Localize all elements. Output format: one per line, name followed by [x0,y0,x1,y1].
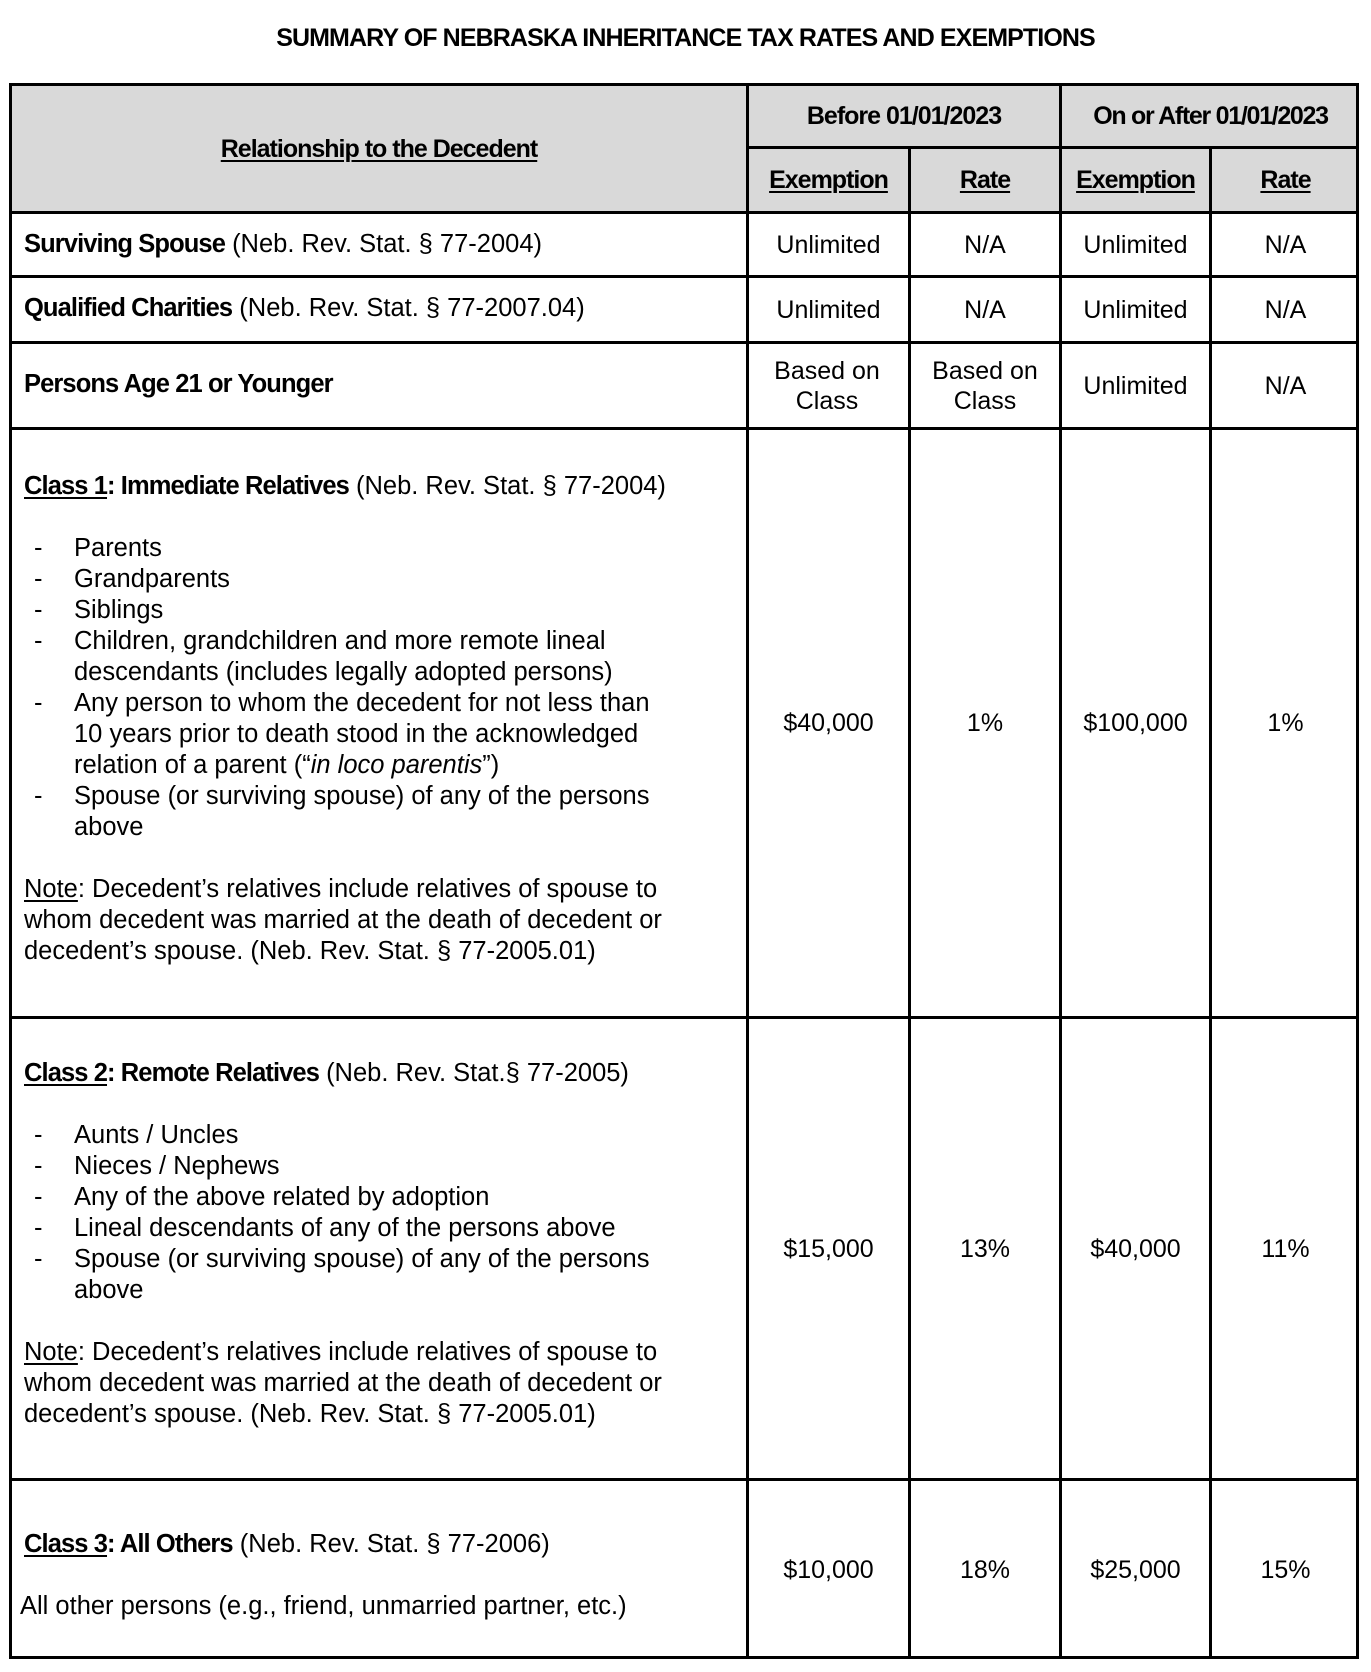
list-item-text: Any person to whom the decedent for not less than 10 years prior to death stood in the acknowledged relation of a parent (“ [74,689,650,779]
header-after-exemption [1062,149,1209,211]
class-name: : Immediate Relatives [107,472,349,500]
relative-list [24,533,739,843]
header-exemption-label: Exemption [1076,166,1195,194]
after-rate-value: N/A [1264,295,1307,324]
class-name: : All Others [107,1530,233,1558]
before-exemption-value: $15,000 [783,1234,874,1263]
after-exemption-value: Unlimited [1083,371,1188,400]
statute-reference: (Neb. Rev. Stat. § 77-2004) [224,230,543,258]
header-exemption-label: Exemption [769,166,888,194]
header-before-exemption [749,149,908,211]
before-rate-value: 1% [966,709,1004,737]
relationship-name: Surviving Spouse [24,230,225,258]
row-class-3-label [20,1529,739,1622]
after-exemption-value: Unlimited [1083,230,1188,259]
list-item-text: Spouse (or surviving spouse) of any of the persons above [74,782,650,841]
before-exemption-value: Based on Class [774,356,880,415]
dash-bullet: - [34,565,43,593]
relative-list [24,1120,739,1306]
note-text: : Decedent’s relatives include relatives of spouse to whom decedent was married at the death of decedent or decedent’s spouse. (Neb. Rev. Stat. § 77-2005.01) [24,875,662,965]
after-exemption-value: $100,000 [1083,709,1188,737]
dash-bullet: - [34,782,43,810]
header-after-period [1062,86,1359,146]
row-qualified-charities-label [24,293,739,324]
list-item-text: Lineal descendants of any of the persons above [74,1214,616,1242]
before-exemption-value: Unlimited [776,295,881,324]
header-before-label: Before 01/01/2023 [806,102,1002,130]
list-item [24,781,739,843]
after-rate-value: N/A [1264,230,1307,259]
list-item [24,1151,739,1182]
before-rate-value: 18% [959,1556,1011,1584]
before-exemption-value: $40,000 [783,709,874,737]
dash-bullet: - [34,1152,43,1180]
list-item [24,1244,739,1306]
dash-bullet: - [34,1245,43,1273]
after-rate-value: 15% [1260,1556,1311,1584]
list-item-text-suffix: ”) [482,751,500,779]
list-item [24,1182,739,1213]
before-exemption-value: Unlimited [776,230,881,259]
before-exemption-value: $10,000 [783,1556,874,1584]
statute-reference: (Neb. Rev. Stat. § 77-2006) [232,1530,550,1558]
note [24,874,739,967]
note-label: Note [24,1338,78,1366]
list-item-text: Aunts / Uncles [74,1121,239,1149]
note-text: : Decedent’s relatives include relatives of spouse to whom decedent was married at the death of decedent or decedent’s spouse. (Neb. Rev. Stat. § 77-2005.01) [24,1338,662,1428]
list-item-text: Any of the above related by adoption [74,1183,490,1211]
list-item [24,626,739,688]
class-label: Class 3 [24,1530,108,1558]
dash-bullet: - [34,1214,43,1242]
after-exemption-value: $25,000 [1090,1556,1181,1584]
after-rate-value: 11% [1261,1234,1310,1263]
list-item-text: Grandparents [74,565,230,593]
class-description: All other persons (e.g., friend, unmarried partner, etc.) [20,1592,627,1620]
list-item [24,564,739,595]
page-title: SUMMARY OF NEBRASKA INHERITANCE TAX RATES AND EXEMPTIONS [276,24,1095,52]
after-rate-value: 1% [1267,709,1304,737]
class-name: : Remote Relatives [107,1059,319,1087]
relationship-name: Persons Age 21 or Younger [24,370,333,398]
dash-bullet: - [34,1183,43,1211]
after-exemption-value: Unlimited [1083,295,1188,324]
statute-reference: (Neb. Rev. Stat. § 77-2007.04) [232,294,585,322]
before-rate-value: N/A [964,295,1006,324]
before-rate-value: N/A [964,230,1006,259]
before-rate-value: 13% [959,1234,1011,1263]
note [24,1337,739,1430]
row-persons-21-label [24,369,739,400]
italic-phrase: in loco parentis [310,751,483,779]
header-rate-label: Rate [959,166,1011,194]
row-surviving-spouse-label [24,229,739,260]
header-after-rate [1212,149,1359,211]
header-before-rate [911,149,1059,211]
before-rate-value: Based on Class [932,356,1038,415]
class-label: Class 2 [24,1059,108,1087]
header-relationship [12,86,746,211]
statute-reference: (Neb. Rev. Stat.§ 77-2005) [318,1059,629,1087]
note-label: Note [24,875,78,903]
list-item-text: Siblings [74,596,164,624]
statute-reference: (Neb. Rev. Stat. § 77-2004) [348,472,666,500]
relationship-name: Qualified Charities [24,294,233,322]
header-rate-label: Rate [1260,166,1311,194]
dash-bullet: - [34,596,43,624]
list-item-text: Children, grandchildren and more remote lineal descendants (includes legally adopted persons) [74,627,613,686]
row-class-2-label [24,1058,739,1430]
list-item-text: Nieces / Nephews [74,1152,280,1180]
dash-bullet: - [34,689,43,717]
dash-bullet: - [34,627,43,655]
after-rate-value: N/A [1264,371,1307,400]
header-after-label: On or After 01/01/2023 [1093,102,1328,130]
list-item-text: Spouse (or surviving spouse) of any of the persons above [74,1245,650,1304]
header-relationship-label: Relationship to the Decedent [220,134,538,163]
dash-bullet: - [34,534,43,562]
dash-bullet: - [34,1121,43,1149]
row-class-1-label [24,471,739,967]
class-heading [24,1058,739,1089]
list-item [24,688,739,781]
class-heading [24,471,739,502]
list-item-text: Parents [74,534,162,562]
list-item [24,533,739,564]
header-before-period [749,86,1059,146]
list-item [24,1213,739,1244]
class-heading [24,1529,739,1560]
class-label: Class 1 [24,472,108,500]
list-item [24,595,739,626]
list-item [24,1120,739,1151]
after-exemption-value: $40,000 [1090,1234,1181,1263]
